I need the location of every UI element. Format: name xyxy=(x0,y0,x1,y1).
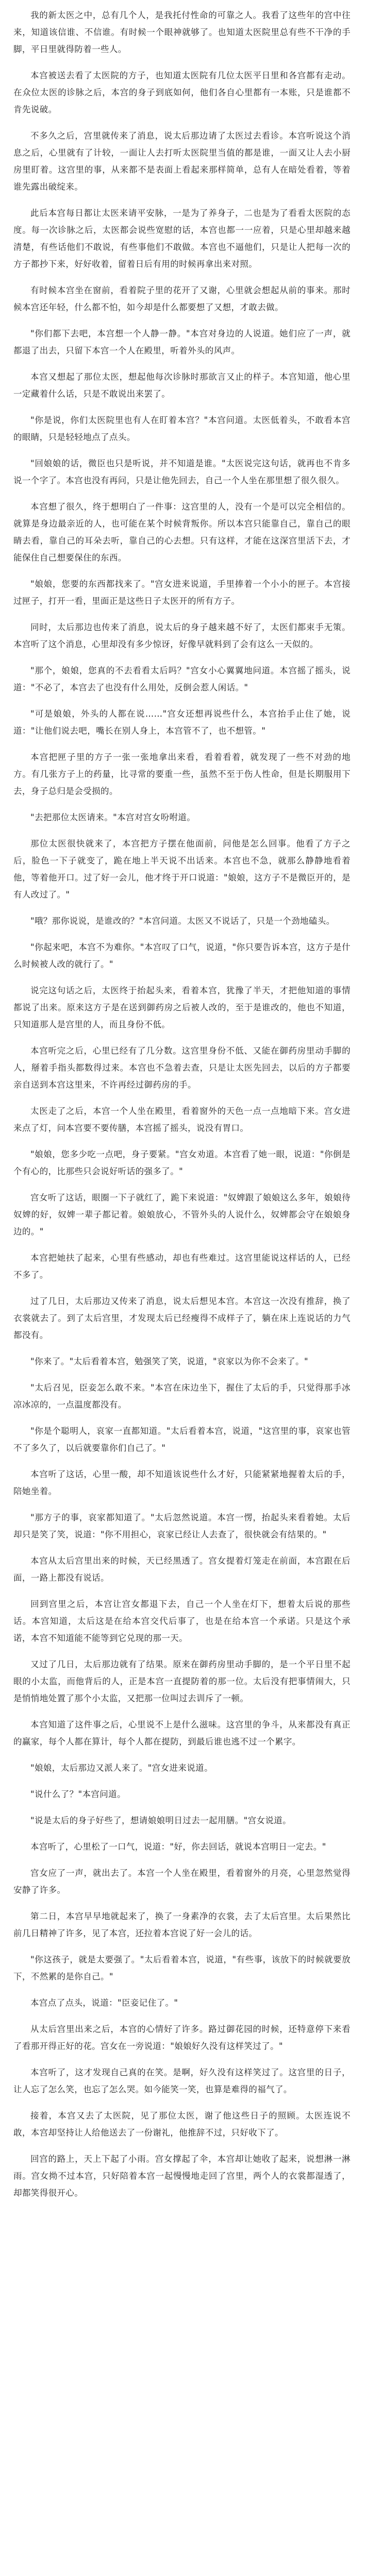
article-paragraph: 接着，本宫又去了太医院，见了那位太医，谢了他这些日子的照顾。太医连说不敢，本宫却坚持让人给他送去了一份谢礼，他推辞不过，只好收下了。 xyxy=(13,2111,351,2138)
article-paragraph: 本宫把匣子里的方子一张一张地拿出来看，看着看着，就发现了一些不对劲的地方。有几张方子上的药量，比寻常的要重一些，虽然不至于伤人性命，但是长期服用下去，身子总归是会受损的。 xyxy=(13,752,351,796)
article-paragraph: 本宫点了点头，说道："臣妾记住了。" xyxy=(30,1998,178,2008)
article-paragraph: "可是娘娘，外头的人都在说……"宫女还想再说些什么，本宫抬手止住了她，说道："让他们说去吧，嘴长在别人身上，本宫管不了，也不想管。" xyxy=(13,709,351,736)
article-paragraph: 本宫又想起了那位太医，想起他每次诊脉时那欲言又止的样子。本宫知道，他心里一定藏着什么话，只是不敢说出来罢了。 xyxy=(13,372,351,399)
article-paragraph: 本宫听了这话，心里一酸，却不知道该说些什么才好，只能紧紧地握着太后的手，陪她坐着。 xyxy=(13,1469,351,1496)
article-paragraph: "娘娘，您多少吃一点吧，身子要紧。"宫女劝道。本宫看了她一眼，说道："你倒是个有心的，比那些只会说好听话的强多了。" xyxy=(13,1149,351,1176)
article-paragraph: 本宫想了很久，终于想明白了一件事：这宫里的人，没有一个是可以完全相信的。就算是身边最亲近的人，也可能在某个时候背叛你。所以本宫只能靠自己，靠自己的眼睛去看，靠自己的耳朵去听，靠自己的心去想。只有这样，才能在这深宫里活下去，才能保住自己想要保住的东西。 xyxy=(13,502,351,563)
article-paragraph: "说什么了？"本宫问道。 xyxy=(30,1789,126,1799)
article-paragraph: "你是说，你们太医院里也有人在盯着本宫？"本宫问道。太医低着头，不敢看本宫的眼睛，只是轻轻地点了点头。 xyxy=(13,415,351,442)
article-paragraph: "你起来吧，本宫不为难你。"本宫叹了口气，说道，"你只要告诉本宫，这方子是什么时候被人改的就行了。" xyxy=(13,942,351,969)
article-paragraph: 回宫的路上，天上下起了小雨。宫女撑起了伞，本宫却让她收了起来，说想淋一淋雨。宫女拗不过本宫，只好陪着本宫一起慢慢地走回了宫里，两个人的衣裳都湿透了，却都笑得很开心。 xyxy=(13,2154,351,2198)
article-paragraph: "你们都下去吧，本宫想一个人静一静。"本宫对身边的人说道。她们应了一声，就都退了出去，只留下本宫一个人在殿里，听着外头的风声。 xyxy=(13,329,351,355)
article-paragraph: 不多久之后，宫里就传来了消息，说太后那边请了太医过去看诊。本宫听说这个消息之后，心里就有了计较，一面让人去打听太医院里当值的都是谁，一面又让人去小厨房里盯着。这宫里的事，从来都不是表面上看起来那样简单，总有人在暗处看着，等着谁先露出破绽来。 xyxy=(13,131,351,192)
article-paragraph: 本宫听了，心里松了一口气，说道："好，你去回话，就说本宫明日一定去。" xyxy=(30,1842,326,1852)
article-paragraph: 过了几日，太后那边又传来了消息，说太后想见本宫。本宫这一次没有推辞，换了衣裳就去了。到了太后宫里，才发现太后已经瘦得不成样子了，躺在床上连说话的力气都没有。 xyxy=(13,1296,351,1340)
article-paragraph: 我的新太医之中，总有几个人，是我托付性命的可靠之人。我看了这些年的宫中往来，知道该信谁、不信谁。有时候一个眼神就够了。也知道太医院里总有些不干净的手脚，平日里就得防着一些人。 xyxy=(13,10,351,54)
article-paragraph: "太后召见，臣妾怎么敢不来。"本宫在床边坐下，握住了太后的手，只觉得那手冰凉冰凉的，一点温度都没有。 xyxy=(13,1383,351,1410)
article-paragraph: "你来了。"太后看着本宫，勉强笑了笑，说道，"哀家以为你不会来了。" xyxy=(30,1357,308,1366)
article-paragraph: 本宫听了，这才发现自己真的在笑。是啊，好久没有这样笑过了。这宫里的日子，让人忘了怎么笑，也忘了怎么哭。如今能笑一笑，也算是难得的福气了。 xyxy=(13,2067,351,2094)
article-paragraph: 本宫听完之后，心里已经有了几分数。这宫里身份不低、又能在御药房里动手脚的人，掰着手指头都数得过来。本宫也不急着去查，只是让太医先回去，以后的方子都要亲自送到本宫这里来，不许再经过御药房的手。 xyxy=(13,1046,351,1090)
article-paragraph: 又过了几日，太后那边就有了结果。原来在御药房里动手脚的，是一个平日里不起眼的小太监，而他背后的人，正是本宫一直提防着的那一位。太后没有把事情闹大，只是悄悄地处置了那个小太监，又把那一位叫过去训斥了一顿。 xyxy=(13,1659,351,1703)
article-paragraph: "你是个聪明人，哀家一直都知道。"太后看着本宫，说道，"这宫里的事，哀家也管不了多久了，以后就要靠你们自己了。" xyxy=(13,1426,351,1453)
article-body xyxy=(13,7,351,2201)
article-paragraph: 宫女应了一声，就出去了。本宫一个人坐在殿里，看着窗外的月亮，心里忽然觉得安静了许多。 xyxy=(13,1868,351,1895)
article-paragraph: 宫女听了这话，眼圈一下子就红了，跪下来说道："奴婢跟了娘娘这么多年，娘娘待奴婢的好，奴婢一辈子都记着。娘娘放心，不管外头的人说什么，奴婢都会守在娘娘身边的。" xyxy=(13,1193,351,1236)
article-paragraph: "你这孩子，就是太要强了。"太后看着本宫，说道，"有些事，该放下的时候就要放下，不然累的是你自己。" xyxy=(13,1955,351,1981)
article-paragraph: 同时，太后那边也传来了消息，说太后的身子越来越不好了，太医们都束手无策。本宫听了这个消息，心里却没有多少惊讶，好像早就料到了会有这么一天似的。 xyxy=(13,622,351,649)
article-paragraph: 从太后宫里出来之后，本宫的心情好了许多。路过御花园的时候，还特意停下来看了看那开得正好的花。宫女在一旁说道："娘娘好久没有这样笑过了。" xyxy=(13,2024,351,2051)
article-paragraph: "哦？那你说说，是谁改的？"本宫问道。太医又不说话了，只是一个劲地磕头。 xyxy=(30,916,335,926)
article-paragraph: 本宫从太后宫里出来的时候，天已经黑透了。宫女提着灯笼走在前面，本宫跟在后面，一路上都没有说话。 xyxy=(13,1556,351,1583)
article-paragraph: 本宫知道了这件事之后，心里说不上是什么滋味。这宫里的争斗，从来都没有真正的赢家，每个人都在算计，每个人都在提防，到最后谁也逃不过一个累字。 xyxy=(13,1720,351,1747)
article-paragraph: "回娘娘的话，微臣也只是听说，并不知道是谁。"太医说完这句话，就再也不肯多说一个字了。本宫也没有再问，只是让他先回去，自己一个人坐在那里想了很久很久。 xyxy=(13,459,351,485)
article-paragraph: 那位太医很快就来了，本宫把方子摆在他面前，问他是怎么回事。他看了方子之后，脸色一下子就变了，跪在地上半天说不出话来。本宫也不急，就那么静静地看着他，等着他开口。过了好一会儿，他才终于开口说道："娘娘，这方子不是微臣开的，是有人改过了。" xyxy=(13,839,351,900)
article-paragraph: 说完这句话之后，太医终于抬起头来，看着本宫，犹豫了半天，才把他知道的事情都说了出来。原来这方子是在送到御药房之后被人改的，至于是谁改的，他也不知道，只知道那人是宫里的人，而且身份不低。 xyxy=(13,986,351,1029)
article-paragraph: 太医走了之后，本宫一个人坐在殿里，看着窗外的天色一点一点地暗下来。宫女进来点了灯，问本宫要不要传膳，本宫摇了摇头，说没有胃口。 xyxy=(13,1106,351,1133)
article-paragraph: 此后本宫每日都让太医来请平安脉，一是为了养身子，二也是为了看看太医院的态度。每一次诊脉之后，太医都会说些宽慰的话，本宫也都一一应着，只是心里却越来越清楚，有些话他们不敢说，有些事他们不敢做。本宫也不逼他们，只是让人把每一次的方子都抄下来，好好收着，留着日后有用的时候再拿出来对照。 xyxy=(13,208,351,269)
article-paragraph: "去把那位太医请来。"本宫对宫女吩咐道。 xyxy=(30,812,196,822)
article-paragraph: 第二日，本宫早早地就起来了，换了一身素净的衣裳，去了太后宫里。太后果然比前几日精神了许多，见了本宫，还拉着本宫说了好一会儿的话。 xyxy=(13,1911,351,1938)
article-paragraph: 有时候本宫坐在窗前，看着院子里的花开了又谢，心里就会想起从前的事来。那时候本宫还年轻，什么都不怕，如今却是什么都要想了又想，才敢去做。 xyxy=(13,285,351,312)
article-paragraph: "娘娘，您要的东西都找来了。"宫女进来说道，手里捧着一个小小的匣子。本宫接过匣子，打开一看，里面正是这些日子太医开的所有方子。 xyxy=(13,579,351,606)
article-paragraph: "那方子的事，哀家都知道了。"太后忽然说道。本宫一愣，抬起头来看着她。太后却只是笑了笑，说道："你不用担心，哀家已经让人去查了，很快就会有结果的。" xyxy=(13,1513,351,1539)
article-paragraph: "娘娘，太后那边又派人来了。"宫女进来说道。 xyxy=(30,1763,213,1773)
article-paragraph: "说是太后的身子好些了，想请娘娘明日过去一起用膳。"宫女说道。 xyxy=(30,1816,292,1825)
article-paragraph: "那个，娘娘，您真的不去看看太后吗？"宫女小心翼翼地问道。本宫摇了摇头，说道："不必了，本宫去了也没有什么用处，反倒会惹人闲话。" xyxy=(13,666,351,692)
article-paragraph: 回到宫里之后，本宫让宫女都退下去，自己一个人坐在灯下，想着太后说的那些话。本宫知道，太后这是在给本宫交代后事了，也是在给本宫一个承诺。只是这个承诺，本宫不知道能不能等到它兑现的那一天。 xyxy=(13,1599,351,1643)
article-paragraph: 本宫被送去看了太医院的方子，也知道太医院有几位太医平日里和各宫都有走动。在众位太医的诊脉之后，本宫的身子到底如何，他们各自心里都有一本账，只是谁都不肯先说破。 xyxy=(13,71,351,114)
article-paragraph: 本宫把她扶了起来，心里有些感动，却也有些难过。这宫里能说这样话的人，已经不多了。 xyxy=(13,1253,351,1280)
